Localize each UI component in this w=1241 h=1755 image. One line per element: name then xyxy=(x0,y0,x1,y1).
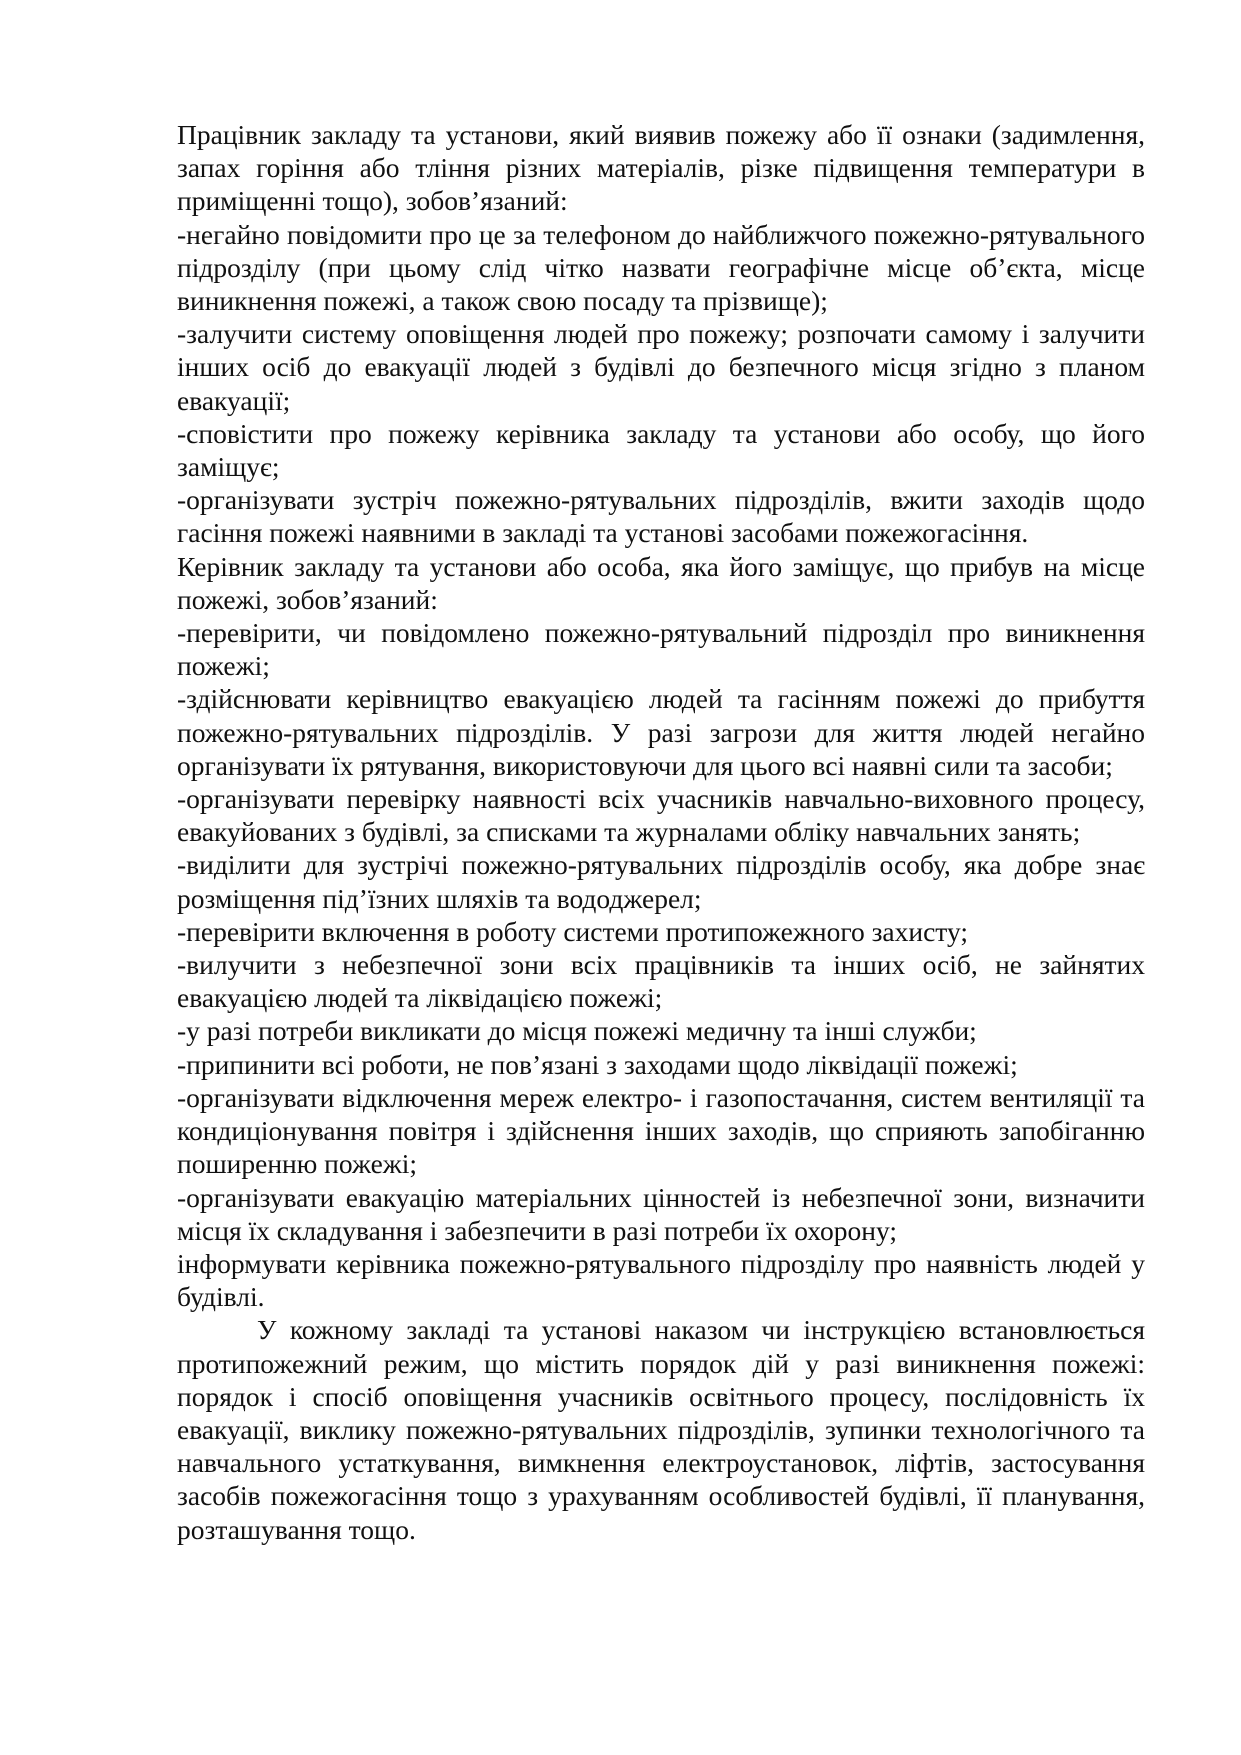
paragraph-call-services: -у разі потреби викликати до місця пожежі медичну та інші служби; xyxy=(177,1015,977,1047)
paragraph-check-attendance: -організувати перевірку наявності всіх учасників навчально-виховного процесу, евакуйованих з будівлі, за списками та журналами обліку навчальних занять; xyxy=(177,783,1145,848)
paragraph-check-notification: -перевірити, чи повідомлено пожежно-рятувальний підрозділ про виникнення пожежі; xyxy=(177,617,1145,682)
paragraph-remove-personnel: -вилучити з небезпечної зони всіх працівників та інших осіб, не зайнятих евакуацією людей та ліквідацією пожежі; xyxy=(177,949,1145,1014)
paragraph-inform-rescue-head: інформувати керівника пожежно-рятувального підрозділу про наявність людей у будівлі. xyxy=(177,1247,1145,1313)
paragraph-head-duties-intro: Керівник закладу та установи або особа, яка його заміщує, що прибув на місце пожежі, зобов’язаний: xyxy=(177,550,1145,615)
paragraph-assign-guide: -виділити для зустрічі пожежно-рятувальних підрозділів особу, яка добре знає розміщення під’їзних шляхів та вододжерел; xyxy=(177,849,1145,914)
paragraph-notify-rescue-unit: -негайно повідомити про це за телефоном до найближчого пожежно-рятувального підрозділу (при цьому слід чітко назвати географічне місце об’єкта, місце виникнення пожежі, а також свою посаду та прізвище); xyxy=(177,218,1145,317)
paragraph-meet-rescue-units: -організувати зустріч пожежно-рятувальних підрозділів, вжити заходів щодо гасіння пожежі наявними в закладі та установі засобами пожежогасіння. xyxy=(177,484,1145,549)
paragraph-stop-work: -припинити всі роботи, не пов’язані з заходами щодо ліквідації пожежі; xyxy=(177,1048,1018,1080)
paragraph-disconnect-utilities: -організувати відключення мереж електро- і газопостачання, систем вентиляції та кондиціонування повітря і здійснення інших заходів, що сприяють запобіганню поширенню пожежі; xyxy=(177,1081,1145,1180)
paragraph-fire-regime: У кожному закладі та установі наказом чи інструкцією встановлюється протипожежний режим, що містить порядок дій у разі виникнення пожежі: порядок і спосіб оповіщення учасників освітнього процесу, послідовність їх евакуації, виклику пожежно-рятувальних підрозділів, зупинки технологічного та навчального устаткування, вимкнення електроустановок, ліфтів, застосування засобів пожежогасіння тощо з урахуванням особливостей будівлі, її планування, розташування тощо. xyxy=(177,1314,1145,1545)
paragraph-worker-duties-intro: Працівник закладу та установи, який виявив пожежу або її ознаки (задимлення, запах горіння або тління різних матеріалів, різке підвищення температури в приміщенні тощо), зобов’язаний: xyxy=(177,119,1145,217)
paragraph-alert-system-evacuation: -залучити систему оповіщення людей про пожежу; розпочати самому і залучити інших осіб до евакуації людей з будівлі до безпечного місця згідно з планом евакуації; xyxy=(177,318,1145,416)
document-body xyxy=(177,118,1145,1546)
paragraph-notify-head: -сповістити про пожежу керівника закладу та установи або особу, що його заміщує; xyxy=(177,417,1145,483)
paragraph-evacuate-assets: -організувати евакуацію матеріальних цінностей із небезпечної зони, визначити місця їх складування і забезпечити в разі потреби їх охорону; xyxy=(177,1181,1145,1246)
paragraph-lead-evacuation: -здійснювати керівництво евакуацією людей та гасінням пожежі до прибуття пожежно-рятувальних підрозділів. У разі загрози для життя людей негайно організувати їх рятування, використовуючи для цього всі наявні сили та засоби; xyxy=(177,683,1145,781)
paragraph-check-protection-system: -перевірити включення в роботу системи протипожежного захисту; xyxy=(177,915,968,947)
